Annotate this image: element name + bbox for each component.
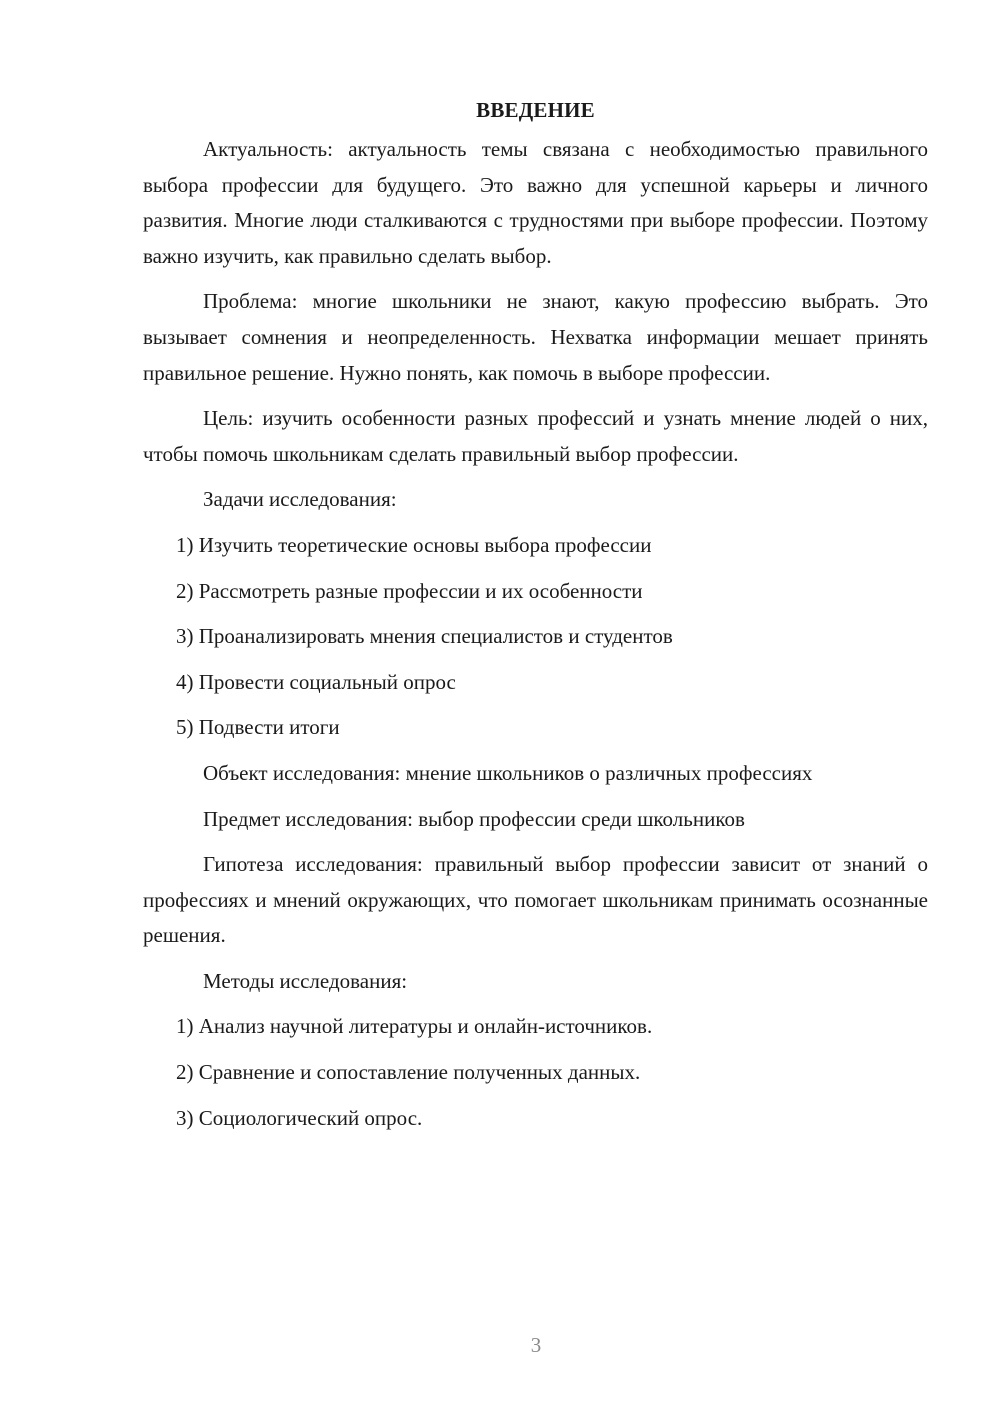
object-paragraph: Объект исследования: мнение школьников о различных профессиях — [203, 760, 813, 785]
method-item: 3) Социологический опрос. — [176, 1105, 423, 1130]
methods-list — [143, 1009, 928, 1136]
page-number: 3 — [530, 1333, 542, 1357]
task-item: 2) Рассмотреть разные профессии и их особенности — [176, 578, 643, 603]
tasks-heading: Задачи исследования: — [203, 487, 397, 512]
subject-paragraph: Предмет исследования: выбор профессии среди школьников — [203, 806, 745, 831]
task-item: 4) Провести социальный опрос — [176, 669, 456, 694]
document-page — [143, 92, 928, 1146]
method-item: 2) Сравнение и сопоставление полученных данных. — [176, 1060, 641, 1085]
task-item: 3) Проанализировать мнения специалистов и студентов — [176, 624, 673, 649]
tasks-list — [143, 528, 928, 746]
goal-paragraph: Цель: изучить особенности разных профессий и узнать мнение людей о них, чтобы помочь школьникам сделать правильный выбор профессии. — [143, 406, 928, 466]
hypothesis-paragraph: Гипотеза исследования: правильный выбор профессии зависит от знаний о профессиях и мнений окружающих, что помогает школьникам принимать осознанные решения. — [143, 852, 928, 948]
task-item: 5) Подвести итоги — [176, 715, 340, 740]
relevance-paragraph: Актуальность: актуальность темы связана с необходимостью правильного выбора профессии для будущего. Это важно для успешной карьеры и личного развития. Многие люди сталкиваются с трудностями при выборе профессии. Поэтому важно изучить, как правильно сделать выбор. — [143, 137, 928, 268]
method-item: 1) Анализ научной литературы и онлайн-источников. — [176, 1014, 653, 1039]
section-title: ВВЕДЕНИЕ — [476, 98, 595, 122]
task-item: 1) Изучить теоретические основы выбора профессии — [176, 532, 652, 557]
methods-heading: Методы исследования: — [203, 968, 408, 993]
problem-paragraph: Проблема: многие школьники не знают, какую профессию выбрать. Это вызывает сомнения и неопределенность. Нехватка информации мешает принять правильное решение. Нужно понять, как помочь в выборе профессии. — [143, 289, 928, 385]
